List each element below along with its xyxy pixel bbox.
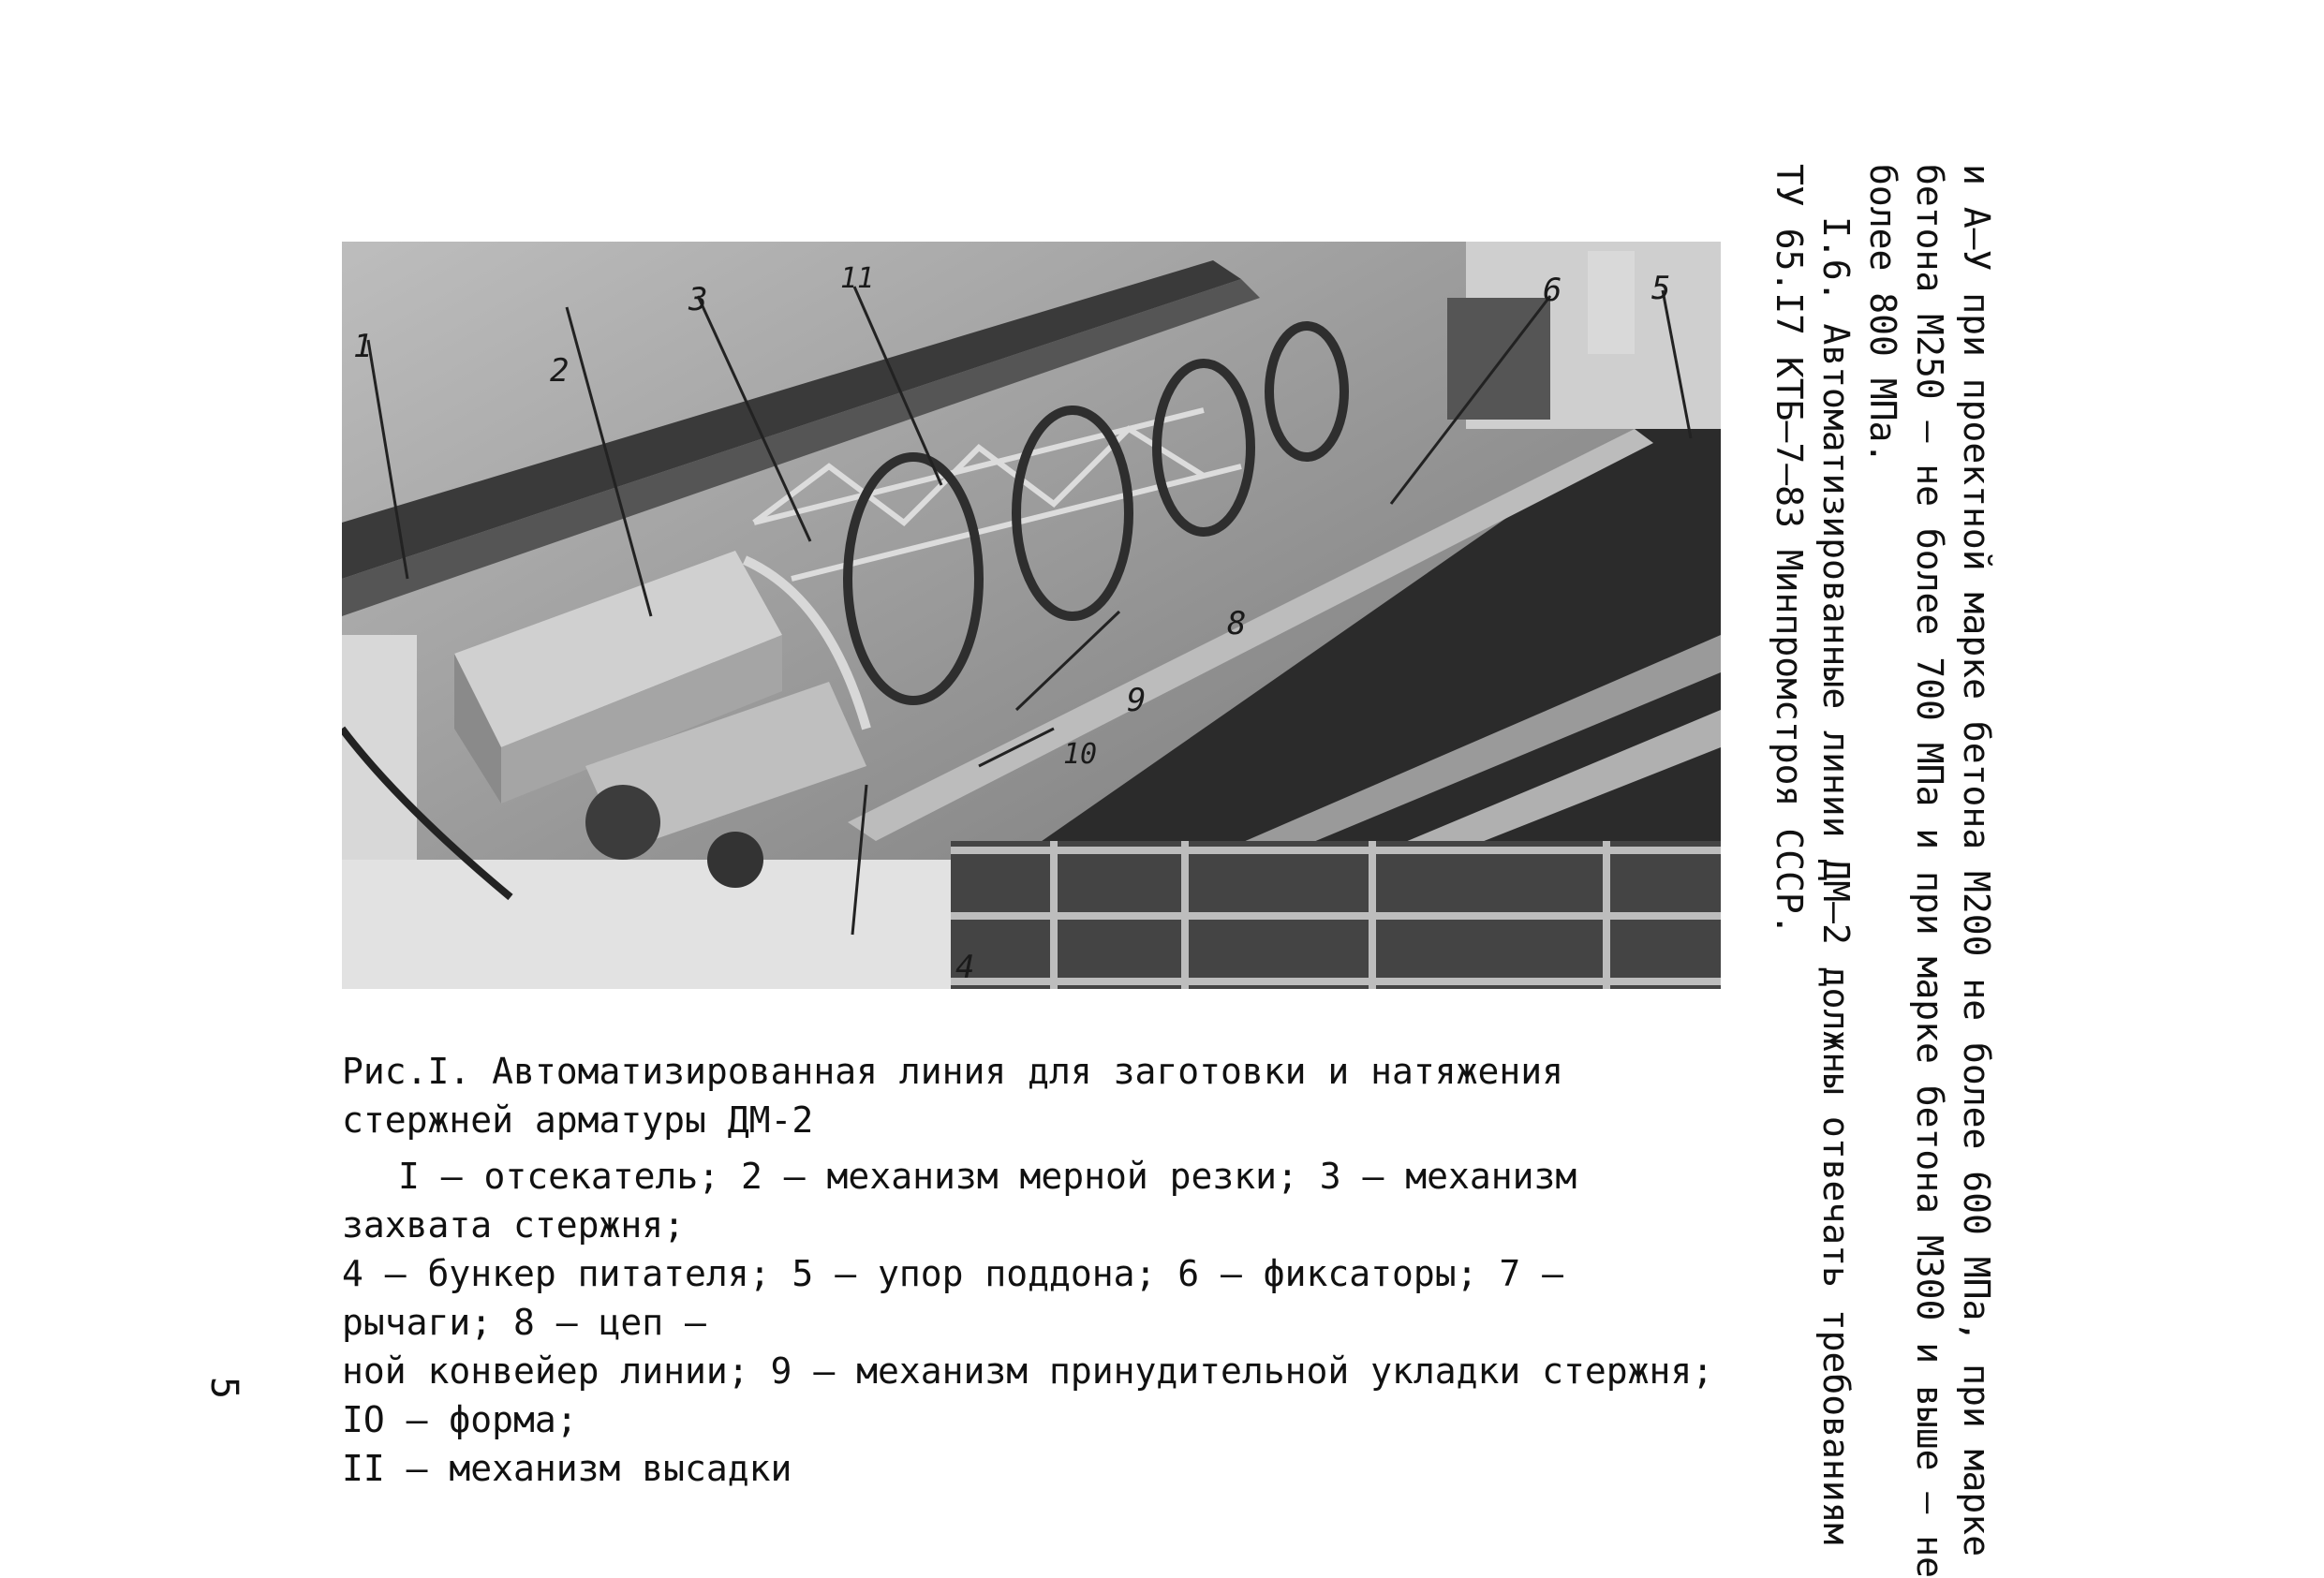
callout-9: 9: [1127, 682, 1147, 719]
side-text-line: и А–У при проектной марке бетона М200 не более 600 МПа, при марке: [1956, 164, 1997, 1557]
callout-4: 4: [955, 949, 975, 986]
caption-legend: [342, 1152, 1728, 1493]
figure-caption: [342, 1047, 1728, 1493]
callout-5: 5: [1651, 270, 1671, 307]
callout-6: 6: [1543, 272, 1562, 309]
side-text-line: более 800 МПа.: [1862, 164, 1903, 465]
legend-line: II – механизм высадки: [342, 1448, 792, 1489]
callout-11: 11: [840, 262, 875, 295]
side-body-text: [1766, 164, 2000, 1578]
legend-line: 4 – бункер питателя; 5 – упор поддона; 6 – фиксаторы; 7 – рычаги; 8 – цеп –: [342, 1253, 1564, 1343]
side-text-line: ТУ 65.I7 КТБ–7–83 Минпромстроя СССР.: [1769, 164, 1810, 936]
callout-8: 8: [1227, 605, 1247, 642]
callout-1: 1: [353, 328, 373, 365]
side-text-line: I.6. Автоматизированные линии ДМ–2 должны отвечать требованиям: [1815, 216, 1857, 1545]
legend-line: ной конвейер линии; 9 – механизм принудительной укладки стержня; IO – форма;: [342, 1350, 1714, 1440]
figure-photo: [342, 242, 1721, 989]
callout-2: 2: [550, 352, 570, 390]
callout-3: 3: [688, 281, 708, 318]
legend-line: I – отсекатель; 2 – механизм мерной резки; 3 – механизм захвата стержня;: [342, 1156, 1577, 1246]
caption-title: Рис.I. Автоматизированная линия для заготовки и натяжения стержней арматуры ДМ-2: [342, 1051, 1564, 1141]
side-text-line: бетона М250 – не более 700 МПа и при марке бетона М300 и выше – не: [1909, 164, 1950, 1578]
callout-10: 10: [1063, 738, 1098, 771]
page-number: 5: [202, 1377, 245, 1400]
